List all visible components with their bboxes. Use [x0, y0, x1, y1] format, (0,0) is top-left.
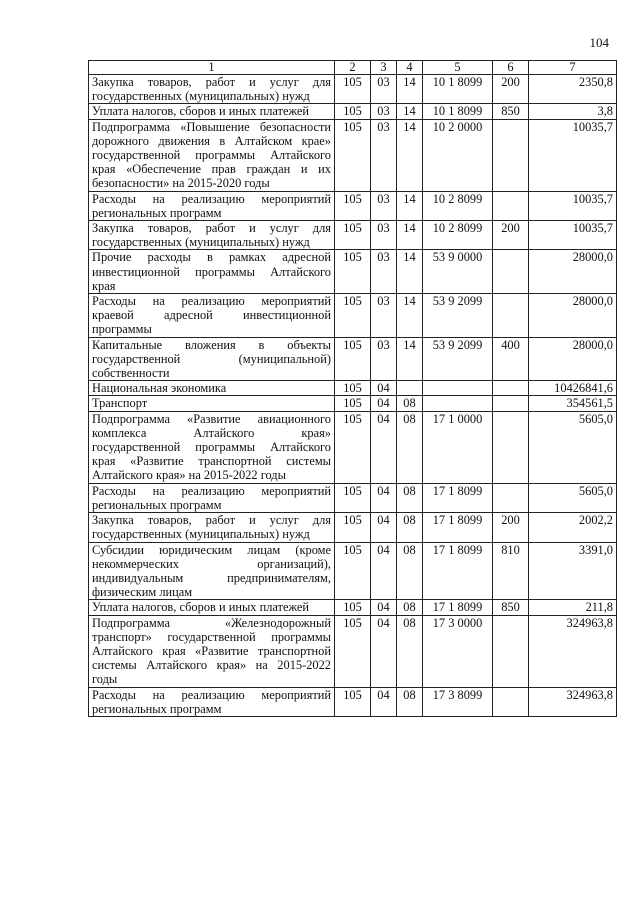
- row-expense-type-code: 200: [493, 75, 529, 104]
- row-target-code: 53 9 2099: [423, 337, 493, 381]
- row-amount: 28000,0: [529, 250, 617, 294]
- header-col-1: 1: [89, 61, 335, 75]
- table-row: [89, 687, 617, 716]
- table-row: [89, 221, 617, 250]
- row-name: Национальная экономика: [89, 381, 335, 396]
- row-target-code: 10 2 0000: [423, 119, 493, 191]
- row-name: Закупка товаров, работ и услуг для государственных (муниципальных) нужд: [89, 221, 335, 250]
- table-row: [89, 191, 617, 220]
- row-name: Уплата налогов, сборов и иных платежей: [89, 600, 335, 615]
- row-ministry-code: 105: [335, 513, 371, 542]
- row-expense-type-code: [493, 615, 529, 687]
- row-expense-type-code: 810: [493, 542, 529, 600]
- budget-table: [88, 60, 617, 717]
- row-amount: 2350,8: [529, 75, 617, 104]
- row-ministry-code: 105: [335, 615, 371, 687]
- row-expense-type-code: 200: [493, 513, 529, 542]
- row-section-code: 04: [371, 687, 397, 716]
- row-target-code: 17 3 0000: [423, 615, 493, 687]
- row-subsection-code: 08: [397, 411, 423, 483]
- row-ministry-code: 105: [335, 119, 371, 191]
- header-col-5: 5: [423, 61, 493, 75]
- row-ministry-code: 105: [335, 75, 371, 104]
- table-row: [89, 396, 617, 411]
- row-target-code: 17 1 8099: [423, 483, 493, 512]
- table-row: [89, 615, 617, 687]
- row-subsection-code: 14: [397, 104, 423, 119]
- row-subsection-code: 08: [397, 542, 423, 600]
- row-expense-type-code: [493, 119, 529, 191]
- row-subsection-code: 14: [397, 294, 423, 338]
- row-section-code: 03: [371, 191, 397, 220]
- row-expense-type-code: [493, 483, 529, 512]
- row-name: Подпрограмма «Железнодорожный транспорт» государственной программы Алтайского края «Развитие транспортной системы Алтайского края» на 2015-2022 годы: [89, 615, 335, 687]
- row-target-code: 17 1 8099: [423, 513, 493, 542]
- row-section-code: 03: [371, 294, 397, 338]
- row-amount: 354561,5: [529, 396, 617, 411]
- header-col-4: 4: [397, 61, 423, 75]
- row-ministry-code: 105: [335, 483, 371, 512]
- row-amount: 324963,8: [529, 615, 617, 687]
- row-subsection-code: 14: [397, 191, 423, 220]
- row-ministry-code: 105: [335, 104, 371, 119]
- row-target-code: 17 3 8099: [423, 687, 493, 716]
- row-ministry-code: 105: [335, 600, 371, 615]
- row-subsection-code: 08: [397, 615, 423, 687]
- row-name: Закупка товаров, работ и услуг для государственных (муниципальных) нужд: [89, 513, 335, 542]
- row-section-code: 04: [371, 513, 397, 542]
- row-name: Прочие расходы в рамках адресной инвестиционной программы Алтайского края: [89, 250, 335, 294]
- header-col-3: 3: [371, 61, 397, 75]
- header-row: [89, 61, 617, 75]
- table-row: [89, 600, 617, 615]
- row-amount: 211,8: [529, 600, 617, 615]
- row-ministry-code: 105: [335, 191, 371, 220]
- row-target-code: 10 1 8099: [423, 75, 493, 104]
- row-expense-type-code: [493, 381, 529, 396]
- row-section-code: 04: [371, 600, 397, 615]
- row-amount: 28000,0: [529, 337, 617, 381]
- row-name: Субсидии юридическим лицам (кроме некоммерческих организаций), индивидуальным предпринимателям, физическим лицам: [89, 542, 335, 600]
- row-subsection-code: 08: [397, 600, 423, 615]
- row-section-code: 03: [371, 221, 397, 250]
- table-row: [89, 542, 617, 600]
- row-section-code: 03: [371, 250, 397, 294]
- row-ministry-code: 105: [335, 381, 371, 396]
- row-amount: 10035,7: [529, 221, 617, 250]
- row-target-code: 17 1 0000: [423, 411, 493, 483]
- table-row: [89, 119, 617, 191]
- table-row: [89, 75, 617, 104]
- row-subsection-code: [397, 381, 423, 396]
- row-name: Расходы на реализацию мероприятий региональных программ: [89, 191, 335, 220]
- row-subsection-code: 14: [397, 250, 423, 294]
- row-expense-type-code: [493, 687, 529, 716]
- row-target-code: 10 2 8099: [423, 221, 493, 250]
- page-number: 104: [589, 35, 609, 50]
- table-row: [89, 411, 617, 483]
- row-section-code: 04: [371, 396, 397, 411]
- row-name: Подпрограмма «Развитие авиационного комплекса Алтайского края» государственной программы Алтайского края «Развитие транспортной системы Алтайского края» на 2015-2022 годы: [89, 411, 335, 483]
- row-amount: 2002,2: [529, 513, 617, 542]
- row-amount: 324963,8: [529, 687, 617, 716]
- row-name: Расходы на реализацию мероприятий региональных программ: [89, 483, 335, 512]
- row-name: Транспорт: [89, 396, 335, 411]
- row-amount: 10035,7: [529, 191, 617, 220]
- row-ministry-code: 105: [335, 294, 371, 338]
- row-ministry-code: 105: [335, 221, 371, 250]
- row-section-code: 04: [371, 542, 397, 600]
- header-col-6: 6: [493, 61, 529, 75]
- row-expense-type-code: 400: [493, 337, 529, 381]
- row-expense-type-code: [493, 396, 529, 411]
- row-expense-type-code: [493, 411, 529, 483]
- row-amount: 3391,0: [529, 542, 617, 600]
- row-target-code: 10 1 8099: [423, 104, 493, 119]
- row-subsection-code: 08: [397, 396, 423, 411]
- row-expense-type-code: 850: [493, 104, 529, 119]
- row-section-code: 04: [371, 381, 397, 396]
- row-ministry-code: 105: [335, 411, 371, 483]
- row-name: Капитальные вложения в объекты государственной (муниципальной) собственности: [89, 337, 335, 381]
- row-section-code: 03: [371, 337, 397, 381]
- row-target-code: 53 9 2099: [423, 294, 493, 338]
- row-ministry-code: 105: [335, 337, 371, 381]
- row-subsection-code: 08: [397, 513, 423, 542]
- row-section-code: 03: [371, 104, 397, 119]
- row-section-code: 04: [371, 411, 397, 483]
- table-row: [89, 513, 617, 542]
- row-expense-type-code: 200: [493, 221, 529, 250]
- row-subsection-code: 14: [397, 75, 423, 104]
- row-section-code: 04: [371, 483, 397, 512]
- row-target-code: 10 2 8099: [423, 191, 493, 220]
- row-expense-type-code: [493, 294, 529, 338]
- row-section-code: 04: [371, 615, 397, 687]
- row-name: Закупка товаров, работ и услуг для государственных (муниципальных) нужд: [89, 75, 335, 104]
- row-target-code: 17 1 8099: [423, 542, 493, 600]
- row-subsection-code: 08: [397, 687, 423, 716]
- row-amount: 3,8: [529, 104, 617, 119]
- row-amount: 28000,0: [529, 294, 617, 338]
- row-target-code: [423, 381, 493, 396]
- row-expense-type-code: [493, 191, 529, 220]
- row-amount: 10426841,6: [529, 381, 617, 396]
- row-name: Подпрограмма «Повышение безопасности дорожного движения в Алтайском крае» государственной программы Алтайского края «Обеспечение прав граждан и их безопасности» на 2015-2020 годы: [89, 119, 335, 191]
- table-row: [89, 337, 617, 381]
- row-subsection-code: 14: [397, 221, 423, 250]
- row-section-code: 03: [371, 119, 397, 191]
- table-row: [89, 250, 617, 294]
- row-expense-type-code: [493, 250, 529, 294]
- row-amount: 5605,0: [529, 483, 617, 512]
- row-ministry-code: 105: [335, 687, 371, 716]
- row-target-code: [423, 396, 493, 411]
- row-subsection-code: 14: [397, 119, 423, 191]
- table-row: [89, 381, 617, 396]
- table-row: [89, 294, 617, 338]
- table-row: [89, 104, 617, 119]
- row-name: Уплата налогов, сборов и иных платежей: [89, 104, 335, 119]
- row-amount: 5605,0: [529, 411, 617, 483]
- row-name: Расходы на реализацию мероприятий региональных программ: [89, 687, 335, 716]
- row-ministry-code: 105: [335, 542, 371, 600]
- row-target-code: 17 1 8099: [423, 600, 493, 615]
- row-expense-type-code: 850: [493, 600, 529, 615]
- row-name: Расходы на реализацию мероприятий краевой адресной инвестиционной программы: [89, 294, 335, 338]
- table-row: [89, 483, 617, 512]
- row-subsection-code: 08: [397, 483, 423, 512]
- row-ministry-code: 105: [335, 250, 371, 294]
- header-col-7: 7: [529, 61, 617, 75]
- header-col-2: 2: [335, 61, 371, 75]
- row-section-code: 03: [371, 75, 397, 104]
- row-amount: 10035,7: [529, 119, 617, 191]
- row-ministry-code: 105: [335, 396, 371, 411]
- row-subsection-code: 14: [397, 337, 423, 381]
- row-target-code: 53 9 0000: [423, 250, 493, 294]
